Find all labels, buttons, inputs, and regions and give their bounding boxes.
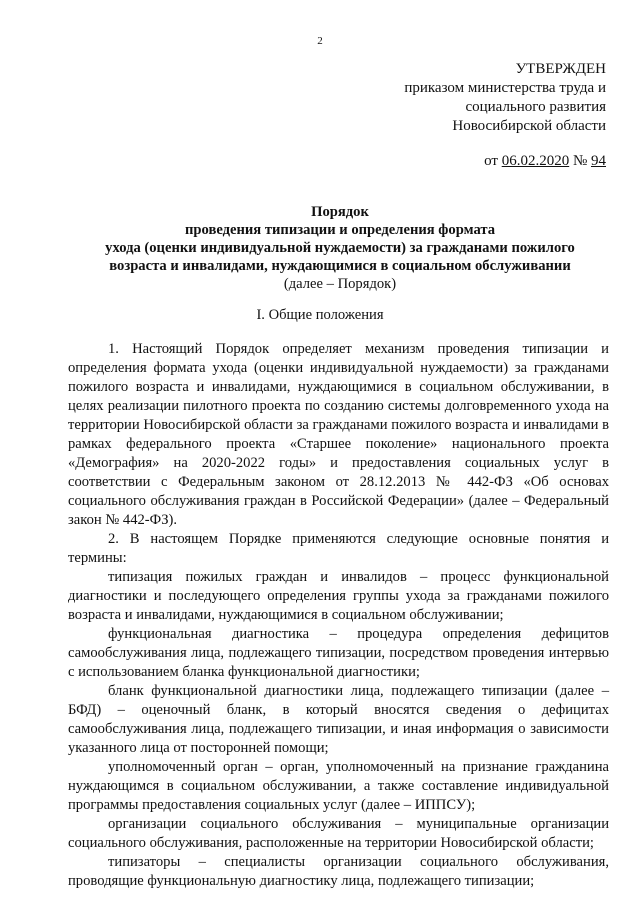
order-date-number — [484, 152, 606, 171]
paragraph: функциональная диагностика – процедура определения дефицитов самообслуживания лица, подлежащего типизации, посредством проведения интервью с использованием бланка функциональной диагностики; — [68, 626, 609, 680]
approval-line-ministry: социального развития — [465, 99, 606, 115]
paragraph: 1. Настоящий Порядок определяет механизм проведения типизации и определения формата ухода (оценки индивидуальной нуждаемости) за гражданами пожилого возраста и инвалидами, нуждающимися в социальном обслуживании, в целях реализации пилотного проекта по созданию системы долговременного ухода на территории Новосибирской области за гражданами пожилого возраста и инвалидами в рамках федерального проекта «Старшее поколение» национального проекта «Демография» на 2020-2022 годы» и предоставления социальных услуг в соответствии с Федеральным законом от 28.12.2013 № 442-ФЗ «Об основах социального обслуживания граждан в Российской Федерации» (далее – Федеральный закон № 442-ФЗ). — [68, 341, 609, 528]
approval-line-order: приказом министерства труда и — [404, 80, 606, 96]
approval-stamp — [404, 60, 606, 136]
title-line-4: возраста и инвалидами, нуждающимися в социальном обслуживании — [109, 258, 571, 274]
paragraph: организации социального обслуживания – муниципальные организации социального обслуживания, расположенные на территории Новосибирской области; — [68, 816, 609, 851]
paragraph: 2. В настоящем Порядке применяются следующие основные понятия и термины: — [68, 531, 609, 566]
approval-line-approved: УТВЕРЖДЕН — [515, 61, 606, 77]
title-line-3: ухода (оценки индивидуальной нуждаемости) за гражданами пожилого — [105, 240, 575, 256]
approval-line-region: Новосибирской области — [452, 118, 606, 134]
title-line-5: (далее – Порядок) — [283, 276, 397, 292]
title-line-2: проведения типизации и определения формата — [184, 222, 496, 238]
title-line-1: Порядок — [311, 204, 369, 220]
paragraph: уполномоченный орган – орган, уполномоченный на признание гражданина нуждающимся в социальном обслуживании, а также составление индивидуальной программы предоставления социальных услуг (далее – ИППСУ); — [68, 759, 609, 813]
paragraph: типизаторы – специалисты организации социального обслуживания, проводящие функциональную диагностику лица, подлежащего типизации; — [68, 854, 609, 889]
order-prefix: от — [484, 153, 498, 169]
section-heading: I. Общие положения — [256, 307, 384, 323]
paragraph: типизация пожилых граждан и инвалидов – процесс функциональной диагностики и последующего определения группы ухода за гражданами пожилого возраста и инвалидами, нуждающимися в социальном обслуживании; — [68, 569, 609, 623]
body-text — [68, 340, 609, 891]
paragraph: бланк функциональной диагностики лица, подлежащего типизации (далее – БФД) – оценочный бланк, в который вносятся сведения о дефицитах самообслуживания лица, подлежащего типизации, и иная информация о зависимости указанного лица от посторонней помощи; — [68, 683, 609, 756]
order-number: 94 — [591, 153, 606, 169]
document-title — [60, 203, 620, 293]
order-date: 06.02.2020 — [501, 153, 570, 169]
page-number: 2 — [317, 35, 323, 47]
order-number-sign: № — [572, 153, 588, 169]
